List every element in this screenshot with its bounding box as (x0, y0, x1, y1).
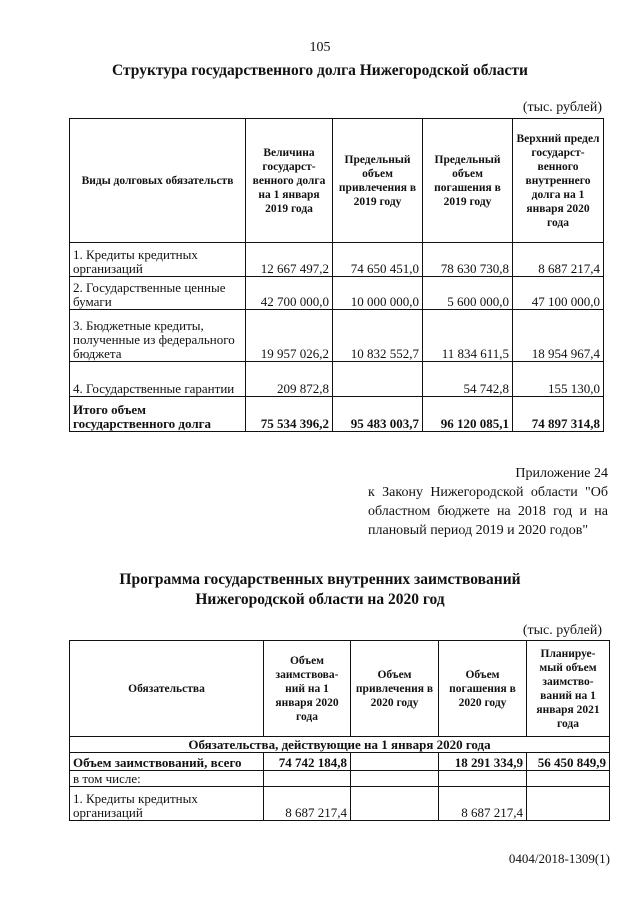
cell-value: 74 650 451,0 (333, 243, 423, 277)
total-label: Итого объем государственного долга (70, 397, 246, 432)
header-borrowing-2019: Предельный объем привлечения в 2019 году (333, 119, 423, 243)
cell-value (264, 771, 351, 787)
cell-value: 11 834 611,5 (423, 310, 513, 362)
cell-value (351, 771, 439, 787)
table2-title-line1: Программа государственных внутренних заимствований (119, 571, 521, 588)
appendix-number: Приложение 24 (515, 466, 608, 481)
total-value: 74 742 184,8 (264, 753, 351, 771)
table-row (70, 310, 604, 362)
table-row (70, 362, 604, 397)
header-upper-limit-2020: Верхний предел государст-венного внутреннего долга на 1 января 2020 года (513, 119, 604, 243)
cell-value: 42 700 000,0 (246, 277, 333, 310)
section-title: Обязательства, действующие на 1 января 2020 года (70, 737, 610, 753)
header-debt-2019: Величина государст-венного долга на 1 января 2019 года (246, 119, 333, 243)
document-code: 0404/2018-1309(1) (508, 851, 610, 866)
table1-title: Структура государственного долга Нижегородской области (112, 62, 528, 79)
debt-structure-table (69, 118, 604, 432)
table-header-row (70, 119, 604, 243)
total-value (351, 753, 439, 771)
cell-value: 8 687 217,4 (439, 787, 527, 821)
cell-value: 209 872,8 (246, 362, 333, 397)
header-repayment-2019: Предельный объем погашения в 2019 году (423, 119, 513, 243)
table-total-row (70, 753, 610, 771)
row-label: 2. Государственные ценные бумаги (70, 277, 246, 310)
cell-value: 8 687 217,4 (513, 243, 604, 277)
table-header-row (70, 641, 610, 737)
appendix-block (368, 464, 608, 540)
row-label: 4. Государственные гарантии (70, 362, 246, 397)
cell-value (527, 787, 610, 821)
total-value: 18 291 334,9 (439, 753, 527, 771)
header-repayment-2020: Объем погашения в 2020 году (439, 641, 527, 737)
cell-value (351, 787, 439, 821)
table2-title-line2: Нижегородской области на 2020 год (195, 591, 445, 608)
cell-value: 10 832 552,7 (333, 310, 423, 362)
header-debt-type: Виды долговых обязательств (70, 119, 246, 243)
total-label: Объем заимствований, всего (70, 753, 264, 771)
cell-value: 8 687 217,4 (264, 787, 351, 821)
row-label: 1. Кредиты кредитных организаций (70, 243, 246, 277)
cell-value (333, 362, 423, 397)
cell-value: 19 957 026,2 (246, 310, 333, 362)
table-row (70, 787, 610, 821)
section-row (70, 737, 610, 753)
cell-value: 12 667 497,2 (246, 243, 333, 277)
row-label: 1. Кредиты кредитных организаций (70, 787, 264, 821)
cell-value: 54 742,8 (423, 362, 513, 397)
cell-value: 10 000 000,0 (333, 277, 423, 310)
header-planned-2021: Планируе-мый объем заимство-ваний на 1 января 2021 года (527, 641, 610, 737)
page-number: 105 (309, 40, 331, 55)
table-row (70, 243, 604, 277)
header-borrowing-2020: Объем заимствова-ний на 1 января 2020 года (264, 641, 351, 737)
table-row (70, 771, 610, 787)
table2-title (0, 570, 640, 610)
row-label: 3. Бюджетные кредиты, полученные из федерального бюджета (70, 310, 246, 362)
cell-value (439, 771, 527, 787)
table-total-row (70, 397, 604, 432)
cell-value: 18 954 967,4 (513, 310, 604, 362)
total-value: 74 897 314,8 (513, 397, 604, 432)
appendix-law-reference: к Закону Нижегородской области "Об областном бюджете на 2018 год и на плановый период 2019 и 2020 годов" (368, 485, 608, 538)
header-obligations: Обязательства (70, 641, 264, 737)
total-value: 56 450 849,9 (527, 753, 610, 771)
cell-value: 78 630 730,8 (423, 243, 513, 277)
table-row (70, 277, 604, 310)
borrowing-program-table (69, 640, 610, 821)
including-label: в том числе: (70, 771, 264, 787)
total-value: 95 483 003,7 (333, 397, 423, 432)
cell-value: 155 130,0 (513, 362, 604, 397)
total-value: 75 534 396,2 (246, 397, 333, 432)
table2-units: (тыс. рублей) (522, 623, 602, 638)
cell-value: 5 600 000,0 (423, 277, 513, 310)
total-value: 96 120 085,1 (423, 397, 513, 432)
header-attraction-2020: Объем привлечения в 2020 году (351, 641, 439, 737)
cell-value: 47 100 000,0 (513, 277, 604, 310)
table1-units: (тыс. рублей) (522, 100, 602, 115)
cell-value (527, 771, 610, 787)
